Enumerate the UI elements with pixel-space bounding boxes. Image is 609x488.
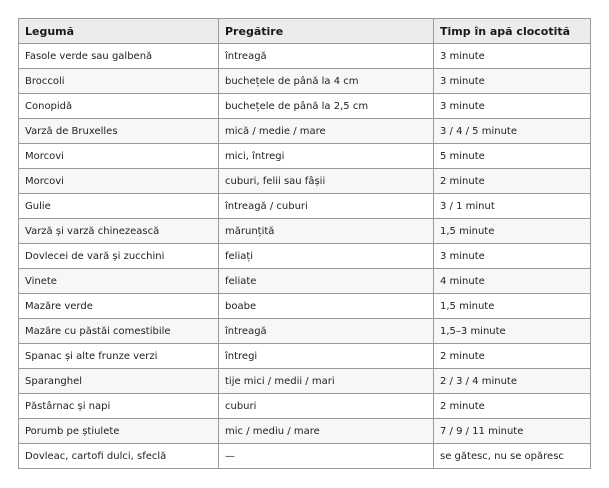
column-header-vegetable: Legumă — [19, 19, 219, 44]
table-row — [19, 419, 591, 444]
cell-preparation: întreagă / cuburi — [219, 194, 434, 219]
cell-preparation: mică / medie / mare — [219, 119, 434, 144]
table-row — [19, 94, 591, 119]
cell-vegetable: Varză și varză chinezească — [19, 219, 219, 244]
cell-preparation: buchețele de până la 4 cm — [219, 69, 434, 94]
table-row — [19, 44, 591, 69]
cell-time: 2 minute — [434, 169, 591, 194]
cell-time: 3 minute — [434, 244, 591, 269]
table-row — [19, 144, 591, 169]
table-row — [19, 319, 591, 344]
cell-time: 2 / 3 / 4 minute — [434, 369, 591, 394]
table-row — [19, 244, 591, 269]
cell-vegetable: Spanac și alte frunze verzi — [19, 344, 219, 369]
cell-time: 5 minute — [434, 144, 591, 169]
cell-time: 3 minute — [434, 69, 591, 94]
cell-preparation: cuburi — [219, 394, 434, 419]
cell-time: 2 minute — [434, 344, 591, 369]
cell-vegetable: Dovlecei de vară și zucchini — [19, 244, 219, 269]
cell-time: 4 minute — [434, 269, 591, 294]
header-row — [19, 19, 591, 44]
table-row — [19, 344, 591, 369]
cell-time: se gătesc, nu se opăresc — [434, 444, 591, 469]
cell-time: 3 / 1 minut — [434, 194, 591, 219]
cell-preparation: feliați — [219, 244, 434, 269]
table-row — [19, 169, 591, 194]
cell-preparation: întreagă — [219, 44, 434, 69]
cell-preparation: — — [219, 444, 434, 469]
cell-preparation: mici, întregi — [219, 144, 434, 169]
table-row — [19, 369, 591, 394]
cell-preparation: feliate — [219, 269, 434, 294]
cell-vegetable: Vinete — [19, 269, 219, 294]
blanching-times-table — [18, 18, 591, 469]
cell-time: 7 / 9 / 11 minute — [434, 419, 591, 444]
cell-time: 1,5 minute — [434, 219, 591, 244]
cell-vegetable: Broccoli — [19, 69, 219, 94]
table-row — [19, 219, 591, 244]
cell-time: 1,5 minute — [434, 294, 591, 319]
table-row — [19, 119, 591, 144]
table-row — [19, 394, 591, 419]
cell-vegetable: Porumb pe știulete — [19, 419, 219, 444]
cell-vegetable: Mazăre cu păstăi comestibile — [19, 319, 219, 344]
cell-vegetable: Fasole verde sau galbenă — [19, 44, 219, 69]
cell-preparation: boabe — [219, 294, 434, 319]
cell-time: 2 minute — [434, 394, 591, 419]
table-row — [19, 294, 591, 319]
cell-vegetable: Conopidă — [19, 94, 219, 119]
cell-preparation: buchețele de până la 2,5 cm — [219, 94, 434, 119]
table-row — [19, 194, 591, 219]
cell-vegetable: Păstârnac și napi — [19, 394, 219, 419]
table-row — [19, 69, 591, 94]
cell-vegetable: Mazăre verde — [19, 294, 219, 319]
cell-preparation: mărunțită — [219, 219, 434, 244]
cell-preparation: cuburi, felii sau fâșii — [219, 169, 434, 194]
cell-preparation: mic / mediu / mare — [219, 419, 434, 444]
table-row — [19, 269, 591, 294]
table-body — [19, 44, 591, 469]
table-header — [19, 19, 591, 44]
column-header-preparation: Pregătire — [219, 19, 434, 44]
cell-vegetable: Varză de Bruxelles — [19, 119, 219, 144]
cell-vegetable: Morcovi — [19, 169, 219, 194]
cell-preparation: întreagă — [219, 319, 434, 344]
cell-vegetable: Morcovi — [19, 144, 219, 169]
cell-vegetable: Sparanghel — [19, 369, 219, 394]
cell-preparation: întregi — [219, 344, 434, 369]
column-header-time: Timp în apă clocotită — [434, 19, 591, 44]
table-row — [19, 444, 591, 469]
cell-time: 3 minute — [434, 94, 591, 119]
cell-vegetable: Gulie — [19, 194, 219, 219]
cell-time: 3 minute — [434, 44, 591, 69]
cell-preparation: tije mici / medii / mari — [219, 369, 434, 394]
cell-vegetable: Dovleac, cartofi dulci, sfeclă — [19, 444, 219, 469]
cell-time: 1,5–3 minute — [434, 319, 591, 344]
blanching-table-container — [18, 18, 590, 469]
cell-time: 3 / 4 / 5 minute — [434, 119, 591, 144]
